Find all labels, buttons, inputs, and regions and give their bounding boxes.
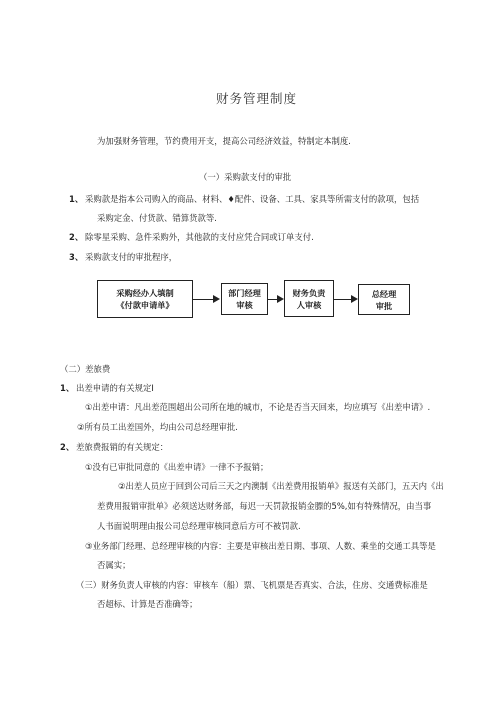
section2-item2-sub4-line2: 否超标、计算是否准确等； xyxy=(97,599,198,609)
section2-item2-sub3-line1: ③业务部门经理、总经理审核的内容：主要是审核出差日期、事项、人数、乘坐的交通工具等是 xyxy=(85,541,436,551)
flow-box-dept-manager-line1: 部门经理 xyxy=(228,288,261,298)
section1-item2-text: 除零星采购、急件采购外，其他款的支付应凭合同或订单支付. xyxy=(85,232,314,242)
flow-arrow-2-head xyxy=(277,295,284,303)
section1-heading: （一）采购款支付的审批 xyxy=(199,172,292,182)
section2-item2-sub4-line1: （三）财务负责人审核的内容：审核车（船）票、飞机票是否真实、合法，住房、交通费标准是 xyxy=(76,580,428,590)
flow-box-applicant-line2: 《付款申请单》 xyxy=(116,300,174,310)
section2-item2-sub2-line2: 差费用报销审批单》必须送达财务部，每迟一天罚款报销金膘的5%,如有特殊情况，由当事 xyxy=(97,501,432,511)
section1-item1-text: 采购款是指本公司购入的商品、材料、♦配件、设备、工具、家具等所需支付的款项，包括 xyxy=(85,194,420,204)
flow-arrow-1-head xyxy=(213,295,220,303)
flow-arrow-1 xyxy=(193,299,214,300)
section1-item1-text-cont: 采购定金、付货款、错算货款等. xyxy=(97,213,217,223)
flow-box-applicant xyxy=(97,280,193,318)
section2-item2-text: 差旅费报销的有关规定： xyxy=(76,442,169,452)
page-title: 财务管理制度 xyxy=(216,91,298,106)
section2-item1-text: 出差申请的有关规定I xyxy=(76,383,154,393)
flow-box-finance-head-line1: 财务负责 xyxy=(292,287,326,298)
flow-box-general-manager xyxy=(358,284,410,315)
section2-item1-sub2: ②所有员工出差国外，均由公司总经理审批. xyxy=(77,422,238,432)
flow-box-dept-manager xyxy=(221,283,268,315)
section2-heading: （二）差旅费 xyxy=(60,364,111,374)
flow-box-general-manager-line1: 总经理 xyxy=(371,288,397,299)
flow-arrow-3-head xyxy=(351,295,358,303)
section1-item3-number: 3、 xyxy=(69,252,84,262)
section1-item3-text: 采购款支付的审批程序， xyxy=(85,252,178,262)
flow-box-finance-head xyxy=(284,280,334,317)
flow-box-finance-head-line2: 人审核 xyxy=(296,299,322,310)
section2-item2-sub2-line3: 人书面说明理由报公司总经理审核同意后方可不被罚款. xyxy=(97,521,301,531)
flow-arrow-3 xyxy=(334,299,352,300)
section2-item2-sub3-line2: 否属实； xyxy=(97,560,131,570)
flow-box-general-manager-line2: 审批 xyxy=(375,300,393,311)
section2-item1-sub1: ①出差申请：凡出差范围超出公司所在地的城市，不论是否当天回来，均应填写《出差申请》. xyxy=(85,402,431,412)
section2-item2-sub1: ①没有已审批同意的《出差申请》一律不予报销； xyxy=(85,462,269,472)
flow-box-dept-manager-line2: 审核 xyxy=(236,300,253,310)
flow-box-applicant-line1: 采购经办人填制 xyxy=(116,288,174,298)
section2-item1-number: 1、 xyxy=(60,383,75,393)
section1-item2-number: 2、 xyxy=(69,232,84,242)
section1-item1-number: 1、 xyxy=(69,194,84,204)
intro-paragraph: 为加强财务管理，节约费用开支，提高公司经济效益，特制定本制度. xyxy=(97,136,351,146)
section2-item2-sub2-line1: ②出差人员应于回到公司后三天之内澳制《出差费用报销单》报送有关部门，五天内《出 xyxy=(118,481,444,491)
section2-item2-number: 2、 xyxy=(60,442,75,452)
